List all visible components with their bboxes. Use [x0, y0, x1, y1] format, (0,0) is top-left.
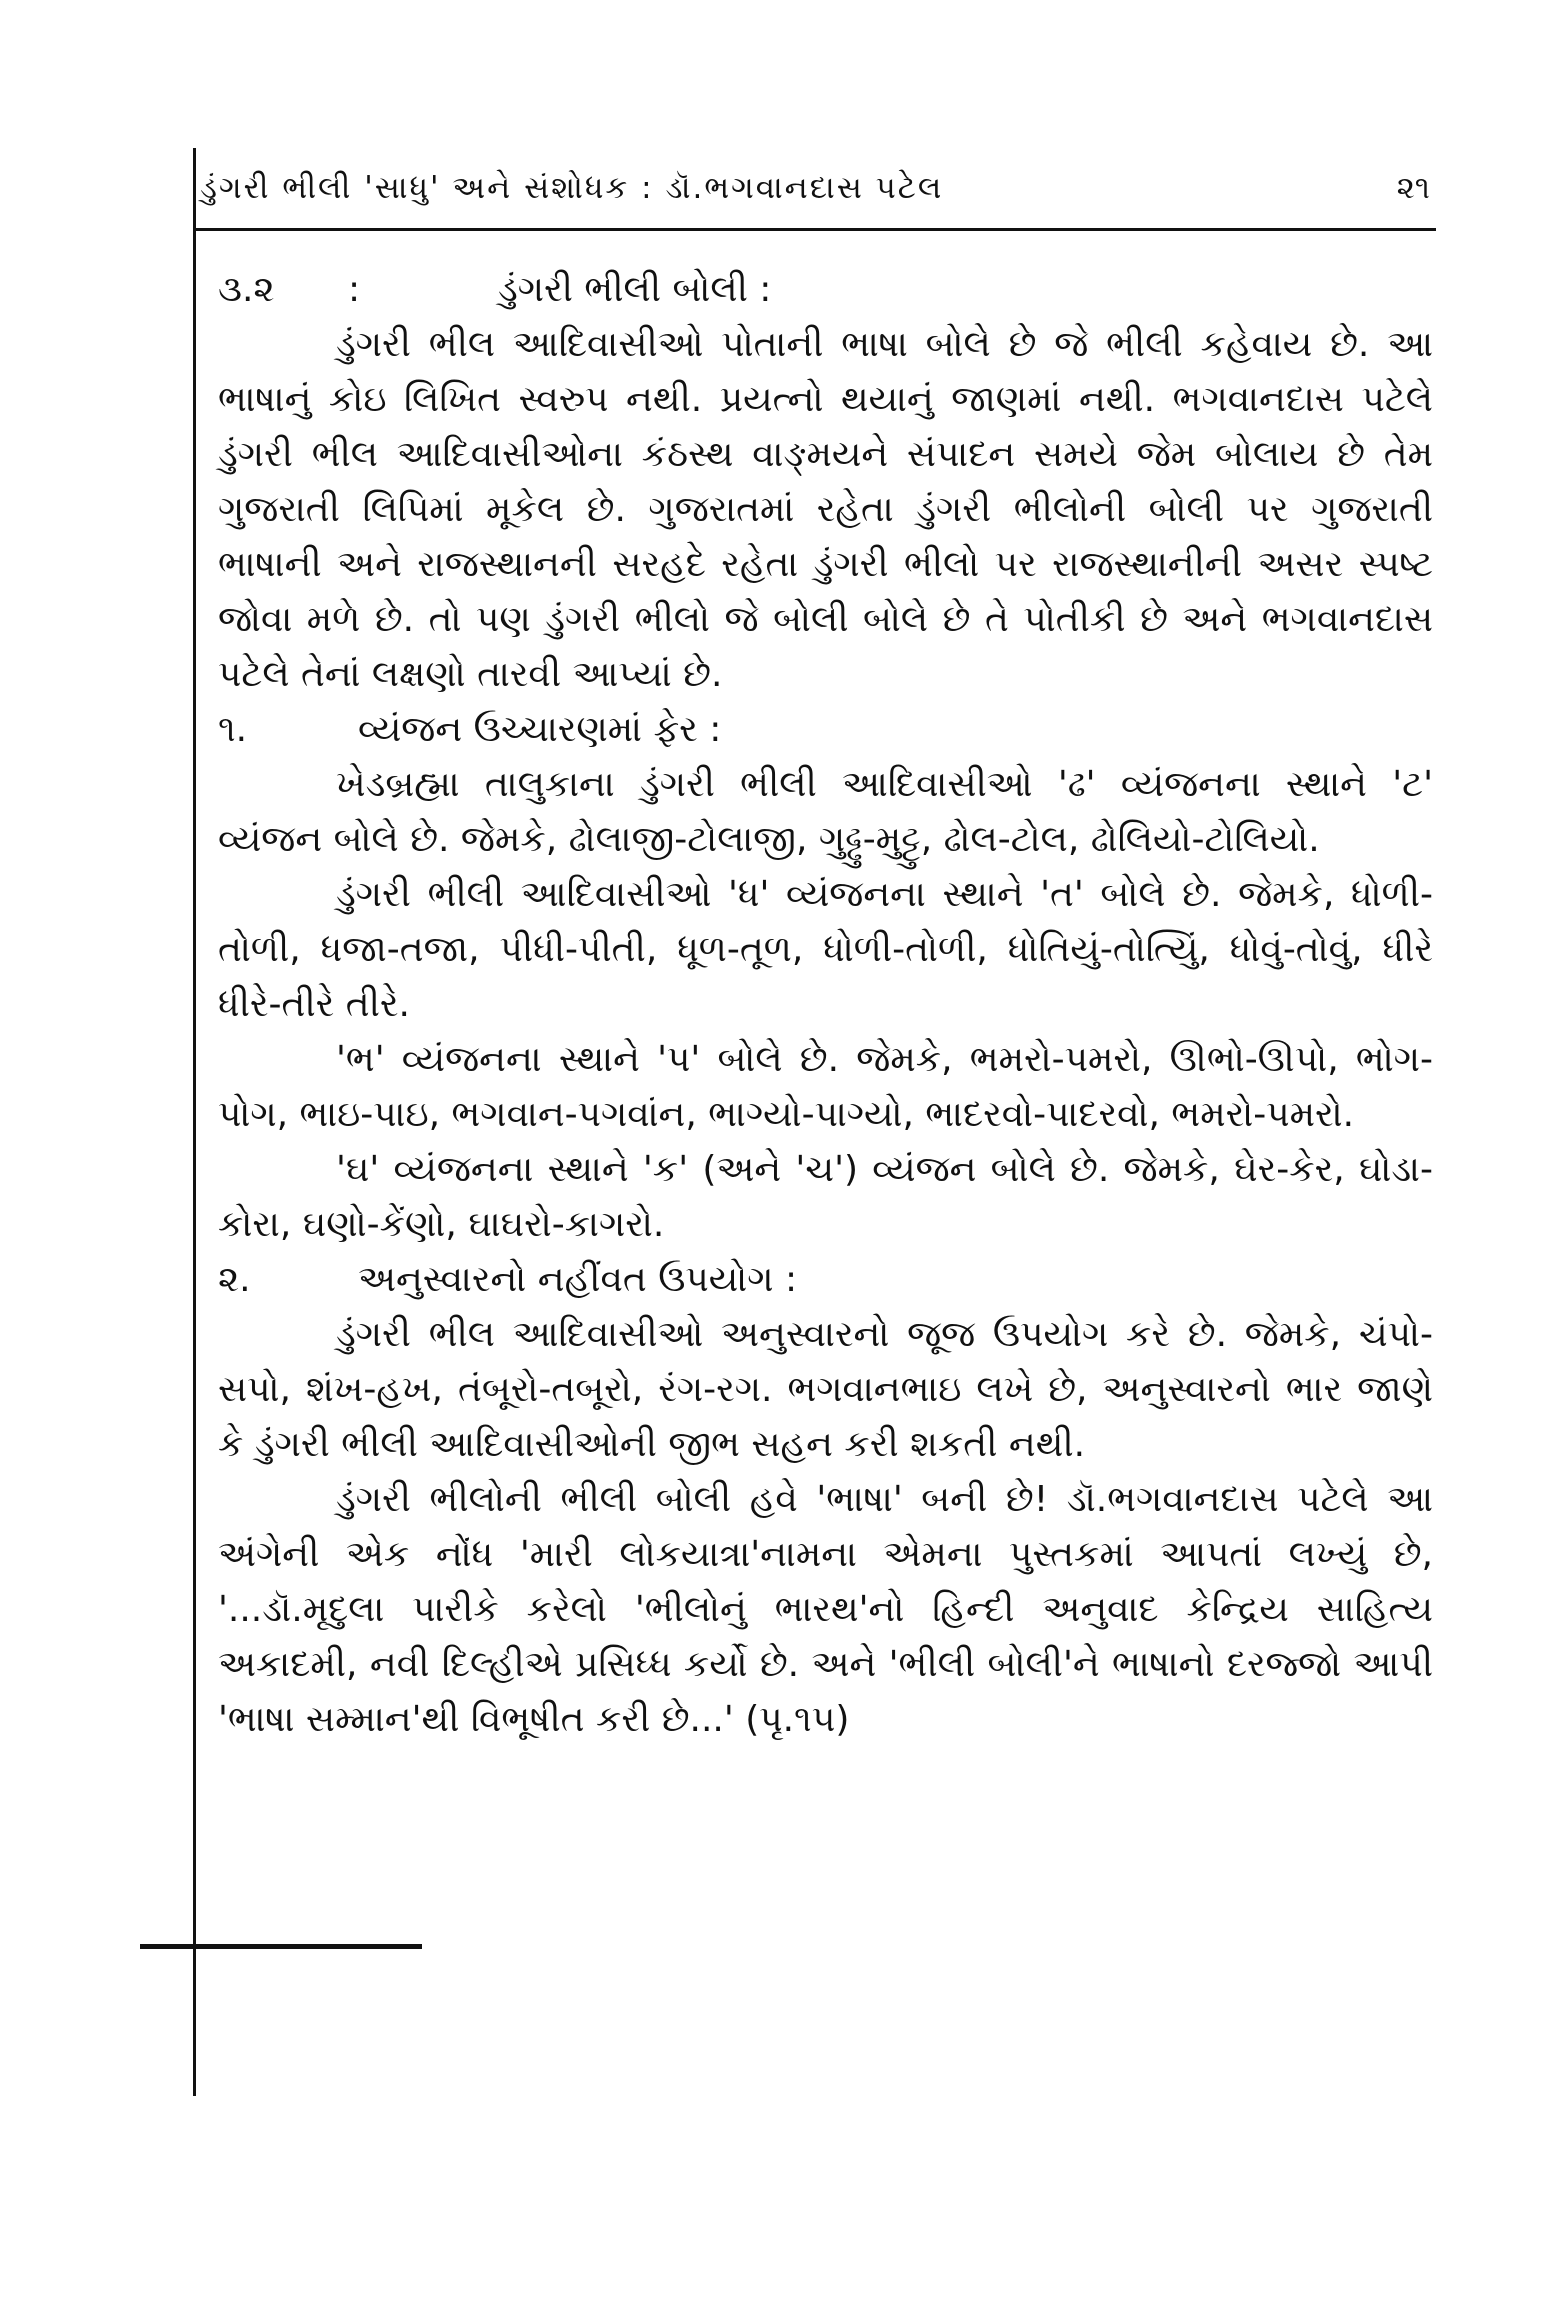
item-heading-2 [218, 1252, 1433, 1307]
section-colon: : [348, 269, 361, 310]
footer-rule [140, 1944, 422, 1949]
item-number-1: ૧. [218, 709, 248, 750]
section-number: ૩.૨ [218, 269, 275, 310]
paragraph: ડુંગરી ભીલી આદિવાસીઓ 'ધ' વ્યંજનના સ્થાને 'ત' બોલે છે. જેમકે, ધોળી-તોળી, ધજા-તજા, પીધી-પીતી, ધૂળ-તૂળ, ધોળી-તોળી, ધોતિયું-તોત્યિું, ધોવું-તોવું, ધીરે ધીરે-તીરે તીરે. [218, 874, 1433, 1025]
item-number-2: ૨. [218, 1259, 251, 1300]
left-margin-rule [193, 148, 196, 2096]
paragraph: ડુંગરી ભીલ આદિવાસીઓ અનુસ્વારનો જૂજ ઉપયોગ કરે છે. જેમકે, ચંપો-સપો, શંખ-હખ, તંબૂરો-તબૂરો, રંગ-રગ. ભગવાનભાઇ લખે છે, અનુસ્વારનો ભાર જાણે કે ડુંગરી ભીલી આદિવાસીઓની જીભ સહન કરી શકતી નથી. [218, 1314, 1433, 1465]
paragraph: ખેડબ્રહ્મા તાલુકાના ડુંગરી ભીલી આદિવાસીઓ 'ઢ' વ્યંજનના સ્થાને 'ટ' વ્યંજન બોલે છે. જેમકે, ઢોલાજી-ટોલાજી, ગુઢ્ઢુ-મુટ્ટુ, ઢોલ-ટોલ, ઢોલિયો-ટોલિયો. [218, 764, 1433, 860]
header-rule [196, 228, 1436, 231]
section-heading [218, 262, 1433, 317]
page-body [218, 262, 1433, 1747]
paragraph: ડુંગરી ભીલોની ભીલી બોલી હવે 'ભાષા' બની છે! ડૉ.ભગવાનદાસ પટેલે આ અંગેની એક નોંધ 'મારી લોકયાત્રા'નામના એમના પુસ્તકમાં આપતાં લખ્યું છે, '...ડૉ.મૃદુલા પારીકે કરેલો 'ભીલોનું ભારથ'નો હિન્દી અનુવાદ કેન્દ્રિય સાહિત્ય અકાદમી, નવી દિલ્હીએ પ્રસિધ્ધ કર્યો છે. અને 'ભીલી બોલી'ને ભાષાનો દરજ્જો આપી 'ભાષા સમ્માન'થી વિભૂષીત કરી છે...' (પૃ.૧૫) [218, 1479, 1433, 1740]
paragraph: 'ઘ' વ્યંજનના સ્થાને 'ક' (અને 'ચ') વ્યંજન બોલે છે. જેમકે, ઘેર-કેર, ઘોડા-કોરા, ઘણો-કેંણો, ઘાઘરો-કાગરો. [218, 1149, 1433, 1245]
section-title: ડુંગરી ભીલી બોલી : [498, 269, 772, 310]
paragraph: 'ભ' વ્યંજનના સ્થાને 'પ' બોલે છે. જેમકે, ભમરો-પમરો, ઊભો-ઊપો, ભોગ-પોગ, ભાઇ-પાઇ, ભગવાન-પગવાંન, ભાગ્યો-પાગ્યો, ભાદરવો-પાદરવો, ભમરો-પમરો. [218, 1039, 1433, 1135]
running-title: ડુંગરી ભીલી 'સાધુ' અને સંશોધક : ડૉ.ભગવાનદાસ પટેલ [200, 170, 944, 206]
item-title-2: અનુસ્વારનો નહીંવત ઉપયોગ : [358, 1259, 798, 1300]
section-intro-paragraph: ડુંગરી ભીલ આદિવાસીઓ પોતાની ભાષા બોલે છે જે ભીલી કહેવાય છે. આ ભાષાનું કોઇ લિખિત સ્વરુપ નથી. પ્રયત્નો થયાનું જાણમાં નથી. ભગવાનદાસ પટેલે ડુંગરી ભીલ આદિવાસીઓના કંઠસ્થ વાઙ્મયને સંપાદન સમયે જેમ બોલાય છે તેમ ગુજરાતી લિપિમાં મૂકેલ છે. ગુજરાતમાં રહેતા ડુંગરી ભીલોની બોલી પર ગુજરાતી ભાષાની અને રાજસ્થાનની સરહદે રહેતા ડુંગરી ભીલો પર રાજસ્થાનીની અસર સ્પષ્ટ જોવા મળે છે. તો પણ ડુંગરી ભીલો જે બોલી બોલે છે તે પોતીકી છે અને ભગવાનદાસ પટેલે તેનાં લક્ષણો તારવી આપ્યાં છે. [218, 324, 1433, 695]
item-title-1: વ્યંજન ઉચ્ચારણમાં ફેર : [358, 709, 722, 750]
page-header [200, 170, 1440, 220]
item-heading-1 [218, 702, 1433, 757]
page-number: ૨૧ [1396, 170, 1430, 206]
